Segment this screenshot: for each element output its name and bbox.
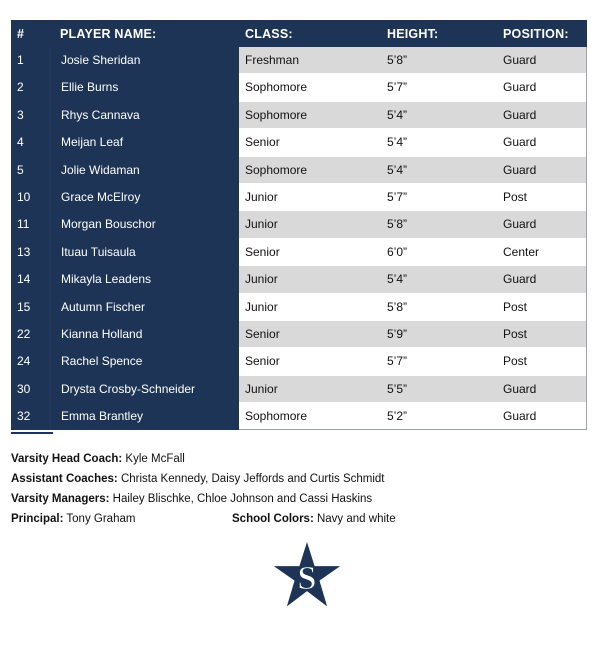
player-class: Junior (245, 189, 278, 204)
player-position: Guard (503, 409, 537, 424)
player-details (239, 129, 587, 156)
table-row (11, 321, 587, 348)
school-colors-label: School Colors: (232, 513, 314, 525)
school-colors-line (232, 513, 396, 525)
player-height: 5’7” (387, 354, 408, 369)
player-name: Autumn Fischer (50, 294, 239, 321)
player-details (239, 294, 587, 321)
player-number: 22 (11, 321, 50, 348)
managers-value: Hailey Blischke, Chloe Johnson and Cassi Haskins (112, 493, 373, 505)
header-position: POSITION: (503, 27, 569, 41)
player-details (239, 266, 587, 293)
player-height: 5’8” (387, 299, 408, 314)
player-name: Ituau Tuisaula (50, 239, 239, 266)
player-number: 13 (11, 239, 50, 266)
player-details (239, 74, 587, 101)
table-row (11, 211, 587, 238)
assistant-coaches-label: Assistant Coaches: (11, 473, 118, 485)
player-name: Morgan Bouschor (50, 211, 239, 238)
player-position: Guard (503, 272, 537, 287)
player-height: 5’5” (387, 381, 408, 396)
table-row (11, 129, 587, 156)
player-name: Jolie Widaman (50, 157, 239, 184)
assistant-coaches-value: Christa Kennedy, Daisy Jeffords and Curtis Schmidt (120, 473, 385, 485)
table-row (11, 294, 587, 321)
player-number: 14 (11, 266, 50, 293)
table-row (11, 403, 587, 430)
player-number: 4 (11, 129, 50, 156)
player-name: Josie Sheridan (50, 47, 239, 74)
player-details (239, 321, 587, 348)
player-class: Junior (245, 381, 278, 396)
player-position: Guard (503, 107, 537, 122)
principal-label: Principal: (11, 513, 64, 525)
player-number: 30 (11, 376, 50, 403)
player-height: 5’7” (387, 189, 408, 204)
header-number: # (17, 27, 25, 41)
player-class: Sophomore (245, 107, 308, 122)
player-class: Senior (245, 244, 280, 259)
table-row (11, 239, 587, 266)
player-name: Mikayla Leadens (50, 266, 239, 293)
player-class: Senior (245, 135, 280, 150)
table-row (11, 47, 587, 74)
header-name: PLAYER NAME: (60, 27, 157, 41)
player-position: Post (503, 299, 528, 314)
player-number: 24 (11, 348, 50, 375)
player-class: Senior (245, 326, 280, 341)
player-position: Post (503, 354, 528, 369)
table-row (11, 376, 587, 403)
player-height: 5’8” (387, 217, 408, 232)
player-number: 32 (11, 403, 50, 430)
player-class: Sophomore (245, 162, 308, 177)
managers-line (11, 493, 372, 505)
player-number: 10 (11, 184, 50, 211)
table-underline (11, 432, 53, 434)
player-position: Guard (503, 381, 537, 396)
school-colors-value: Navy and white (316, 513, 396, 525)
principal-line (11, 513, 135, 525)
player-name: Drysta Crosby-Schneider (50, 376, 239, 403)
player-position: Guard (503, 162, 537, 177)
player-name: Emma Brantley (50, 403, 239, 430)
table-header (11, 20, 587, 47)
player-position: Guard (503, 80, 537, 95)
player-number: 2 (11, 74, 50, 101)
header-class: CLASS: (245, 27, 293, 41)
table-row (11, 102, 587, 129)
player-class: Sophomore (245, 80, 308, 95)
player-height: 5’8” (387, 53, 408, 67)
table-body (11, 47, 587, 430)
player-position: Center (503, 244, 540, 259)
player-height: 5’7” (387, 80, 408, 95)
player-details (239, 239, 587, 266)
head-coach-label: Varsity Head Coach: (11, 453, 123, 465)
player-number: 3 (11, 102, 50, 129)
player-details (239, 184, 587, 211)
star-s-logo-icon (270, 538, 344, 612)
principal-value: Tony Graham (66, 513, 136, 525)
table-row (11, 157, 587, 184)
player-details (239, 157, 587, 184)
player-height: 5’4” (387, 135, 408, 150)
player-class: Junior (245, 217, 278, 232)
player-position: Guard (503, 53, 537, 67)
player-height: 5’4” (387, 162, 408, 177)
player-class: Sophomore (245, 409, 308, 424)
player-name: Rhys Cannava (50, 102, 239, 129)
player-height: 6’0” (387, 244, 408, 259)
player-position: Guard (503, 135, 537, 150)
player-position: Post (503, 326, 528, 341)
table-row (11, 74, 587, 101)
player-name: Grace McElroy (50, 184, 239, 211)
player-class: Freshman (245, 53, 300, 67)
assistant-coaches-line (11, 473, 385, 485)
player-number: 1 (11, 47, 50, 74)
logo-letter: S (297, 560, 317, 598)
player-name: Rachel Spence (50, 348, 239, 375)
player-number: 15 (11, 294, 50, 321)
player-height: 5’9” (387, 326, 408, 341)
player-position: Guard (503, 217, 537, 232)
player-number: 5 (11, 157, 50, 184)
player-details (239, 403, 587, 430)
player-name: Meijan Leaf (50, 129, 239, 156)
header-height: HEIGHT: (387, 27, 439, 41)
table-row (11, 266, 587, 293)
table-row (11, 348, 587, 375)
player-position: Post (503, 189, 528, 204)
player-details (239, 211, 587, 238)
player-details (239, 47, 587, 74)
head-coach-line (11, 453, 185, 465)
player-height: 5’4” (387, 107, 408, 122)
player-details (239, 376, 587, 403)
table-row (11, 184, 587, 211)
player-height: 5’2” (387, 409, 408, 424)
player-class: Senior (245, 354, 280, 369)
player-details (239, 102, 587, 129)
player-number: 11 (11, 211, 50, 238)
player-height: 5’4” (387, 272, 408, 287)
roster-table (11, 20, 587, 430)
player-class: Junior (245, 272, 278, 287)
head-coach-value: Kyle McFall (125, 453, 185, 465)
player-details (239, 348, 587, 375)
player-class: Junior (245, 299, 278, 314)
managers-label: Varsity Managers: (11, 493, 110, 505)
player-name: Kianna Holland (50, 321, 239, 348)
player-name: Ellie Burns (50, 74, 239, 101)
